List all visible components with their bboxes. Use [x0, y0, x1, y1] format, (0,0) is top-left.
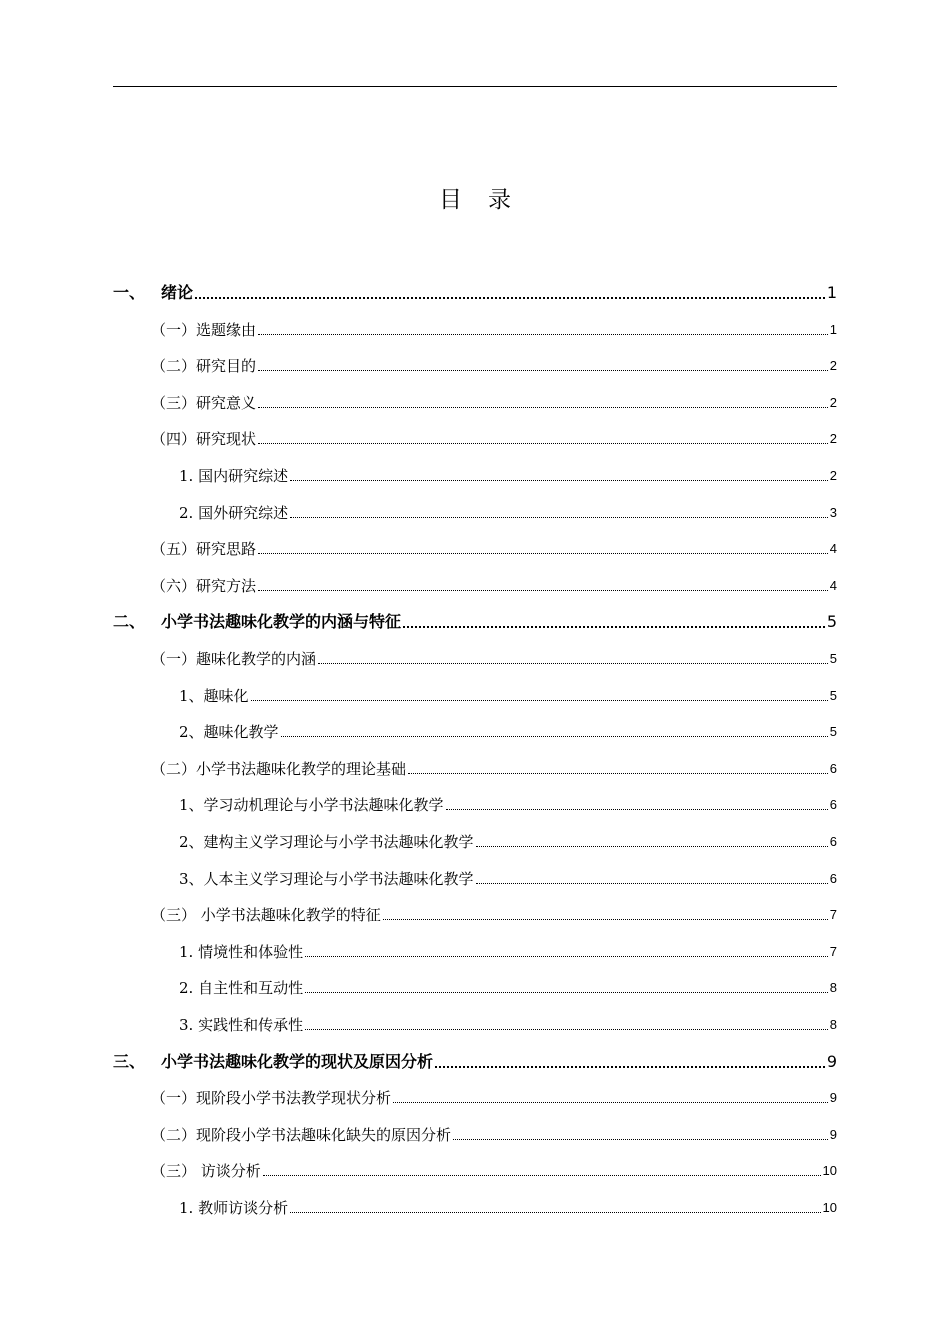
toc-entry-page-number: 4	[829, 578, 837, 593]
toc-entry-page-number: 6	[829, 797, 837, 812]
dot-leader	[318, 662, 828, 664]
toc-entry[interactable]	[113, 605, 837, 633]
dot-leader	[305, 991, 828, 993]
toc-entry[interactable]	[113, 1045, 837, 1073]
toc-entry[interactable]	[113, 1154, 837, 1182]
toc-entry-page-number: 6	[829, 761, 837, 776]
toc-entry-label: 小学书法趣味化教学的现状及原因分析	[161, 1052, 434, 1071]
toc-entry-label: （二）研究目的	[151, 357, 257, 375]
toc-entry[interactable]	[113, 1191, 837, 1219]
toc-entry-label: （三）研究意义	[151, 394, 257, 412]
toc-entry-number: 二、	[113, 612, 146, 631]
dot-leader	[446, 808, 828, 810]
toc-entry-label: （六）研究方法	[151, 577, 257, 595]
toc-entry-page-number: 9	[829, 1090, 837, 1105]
toc-entry[interactable]	[113, 788, 837, 816]
toc-entry-label: （三） 访谈分析	[151, 1162, 261, 1180]
toc-entry-number: 一、	[113, 283, 146, 302]
toc-entry[interactable]	[113, 1008, 837, 1036]
toc-entry[interactable]	[113, 349, 837, 377]
dot-leader	[383, 918, 828, 920]
toc-entry-label: 1. 国内研究综述	[179, 467, 289, 485]
toc-entry[interactable]	[113, 1118, 837, 1146]
toc-entry-page-number: 5	[829, 688, 837, 703]
toc-entry-label: 2. 国外研究综述	[179, 504, 289, 522]
dot-leader	[258, 552, 828, 554]
toc-entry-label: （二）小学书法趣味化教学的理论基础	[151, 760, 407, 778]
toc-entry-label: 1. 教师访谈分析	[179, 1199, 289, 1217]
dot-leader	[290, 516, 828, 518]
dot-leader	[305, 955, 828, 957]
toc-entry[interactable]	[113, 898, 837, 926]
toc-entry[interactable]	[113, 971, 837, 999]
table-of-contents	[113, 0, 837, 1344]
toc-entry-page-number: 9	[829, 1127, 837, 1142]
toc-entry-page-number: 6	[829, 871, 837, 886]
dot-leader	[305, 1028, 828, 1030]
dot-leader	[281, 735, 828, 737]
toc-entry-page-number: 2	[829, 395, 837, 410]
toc-entry-label: （一）选题缘由	[151, 321, 257, 339]
toc-entry-page-number: 5	[829, 724, 837, 739]
dot-leader	[263, 1174, 821, 1176]
toc-entry-page-number: 2	[829, 431, 837, 446]
toc-entry[interactable]	[113, 642, 837, 670]
toc-entry[interactable]	[113, 386, 837, 414]
toc-entry-label: 2、趣味化教学	[179, 723, 279, 741]
dot-leader	[258, 589, 828, 591]
toc-entry-label: 3、人本主义学习理论与小学书法趣味化教学	[179, 870, 474, 888]
toc-entry-page-number: 5	[826, 612, 837, 631]
dot-leader	[435, 1065, 825, 1068]
toc-entry-page-number: 6	[829, 834, 837, 849]
dot-leader	[290, 479, 828, 481]
dot-leader	[476, 845, 828, 847]
toc-entry-label: 2、建构主义学习理论与小学书法趣味化教学	[179, 833, 474, 851]
toc-entry-label: （四）研究现状	[151, 430, 257, 448]
toc-entry-page-number: 10	[822, 1163, 837, 1178]
dot-leader	[476, 882, 828, 884]
dot-leader	[258, 442, 828, 444]
toc-entry[interactable]	[113, 313, 837, 341]
toc-entry[interactable]	[113, 496, 837, 524]
toc-entry-page-number: 1	[826, 283, 837, 302]
dot-leader	[290, 1211, 820, 1213]
toc-entry[interactable]	[113, 532, 837, 560]
dot-leader	[258, 333, 828, 335]
toc-entry-label: 1、趣味化	[179, 687, 249, 705]
toc-entry[interactable]	[113, 715, 837, 743]
toc-entry[interactable]	[113, 679, 837, 707]
toc-entry[interactable]	[113, 569, 837, 597]
toc-entry-page-number: 8	[829, 980, 837, 995]
toc-entry[interactable]	[113, 825, 837, 853]
toc-entry[interactable]	[113, 752, 837, 780]
toc-entry-label: （五）研究思路	[151, 540, 257, 558]
toc-entry-label: （一）现阶段小学书法教学现状分析	[151, 1089, 392, 1107]
toc-entry-page-number: 2	[829, 358, 837, 373]
toc-entry-label: 小学书法趣味化教学的内涵与特征	[161, 612, 402, 631]
toc-entry-number: 三、	[113, 1052, 146, 1071]
toc-entry-label: 1、学习动机理论与小学书法趣味化教学	[179, 796, 444, 814]
toc-entry-label: （三） 小学书法趣味化教学的特征	[151, 906, 381, 924]
toc-entry[interactable]	[113, 862, 837, 890]
toc-entry-page-number: 7	[829, 907, 837, 922]
toc-entry[interactable]	[113, 935, 837, 963]
page-title: 目录	[439, 187, 537, 213]
dot-leader	[393, 1101, 828, 1103]
toc-entry-page-number: 5	[829, 651, 837, 666]
dot-leader	[258, 369, 828, 371]
toc-entry[interactable]	[113, 422, 837, 450]
dot-leader	[453, 1138, 828, 1140]
toc-entry-page-number: 10	[822, 1200, 837, 1215]
toc-entry-page-number: 4	[829, 541, 837, 556]
toc-entry-page-number: 8	[829, 1017, 837, 1032]
toc-entry-page-number: 3	[829, 505, 837, 520]
dot-leader	[408, 772, 828, 774]
toc-entry-label: （一）趣味化教学的内涵	[151, 650, 317, 668]
dot-leader	[251, 699, 828, 701]
toc-entry-page-number: 7	[829, 944, 837, 959]
toc-entry-page-number: 1	[829, 322, 837, 337]
toc-entry-label: 1. 情境性和体验性	[179, 943, 304, 961]
toc-entry-page-number: 2	[829, 468, 837, 483]
dot-leader	[403, 625, 825, 628]
toc-entry-label: 绪论	[161, 283, 194, 302]
toc-entry-label: 3. 实践性和传承性	[179, 1016, 304, 1034]
toc-entry-page-number: 9	[826, 1052, 837, 1071]
dot-leader	[195, 296, 825, 299]
toc-entry[interactable]	[113, 459, 837, 487]
toc-entry-label: （二）现阶段小学书法趣味化缺失的原因分析	[151, 1126, 452, 1144]
toc-entry[interactable]	[113, 1081, 837, 1109]
toc-entry[interactable]	[113, 276, 837, 304]
toc-entry-label: 2. 自主性和互动性	[179, 979, 304, 997]
dot-leader	[258, 406, 828, 408]
